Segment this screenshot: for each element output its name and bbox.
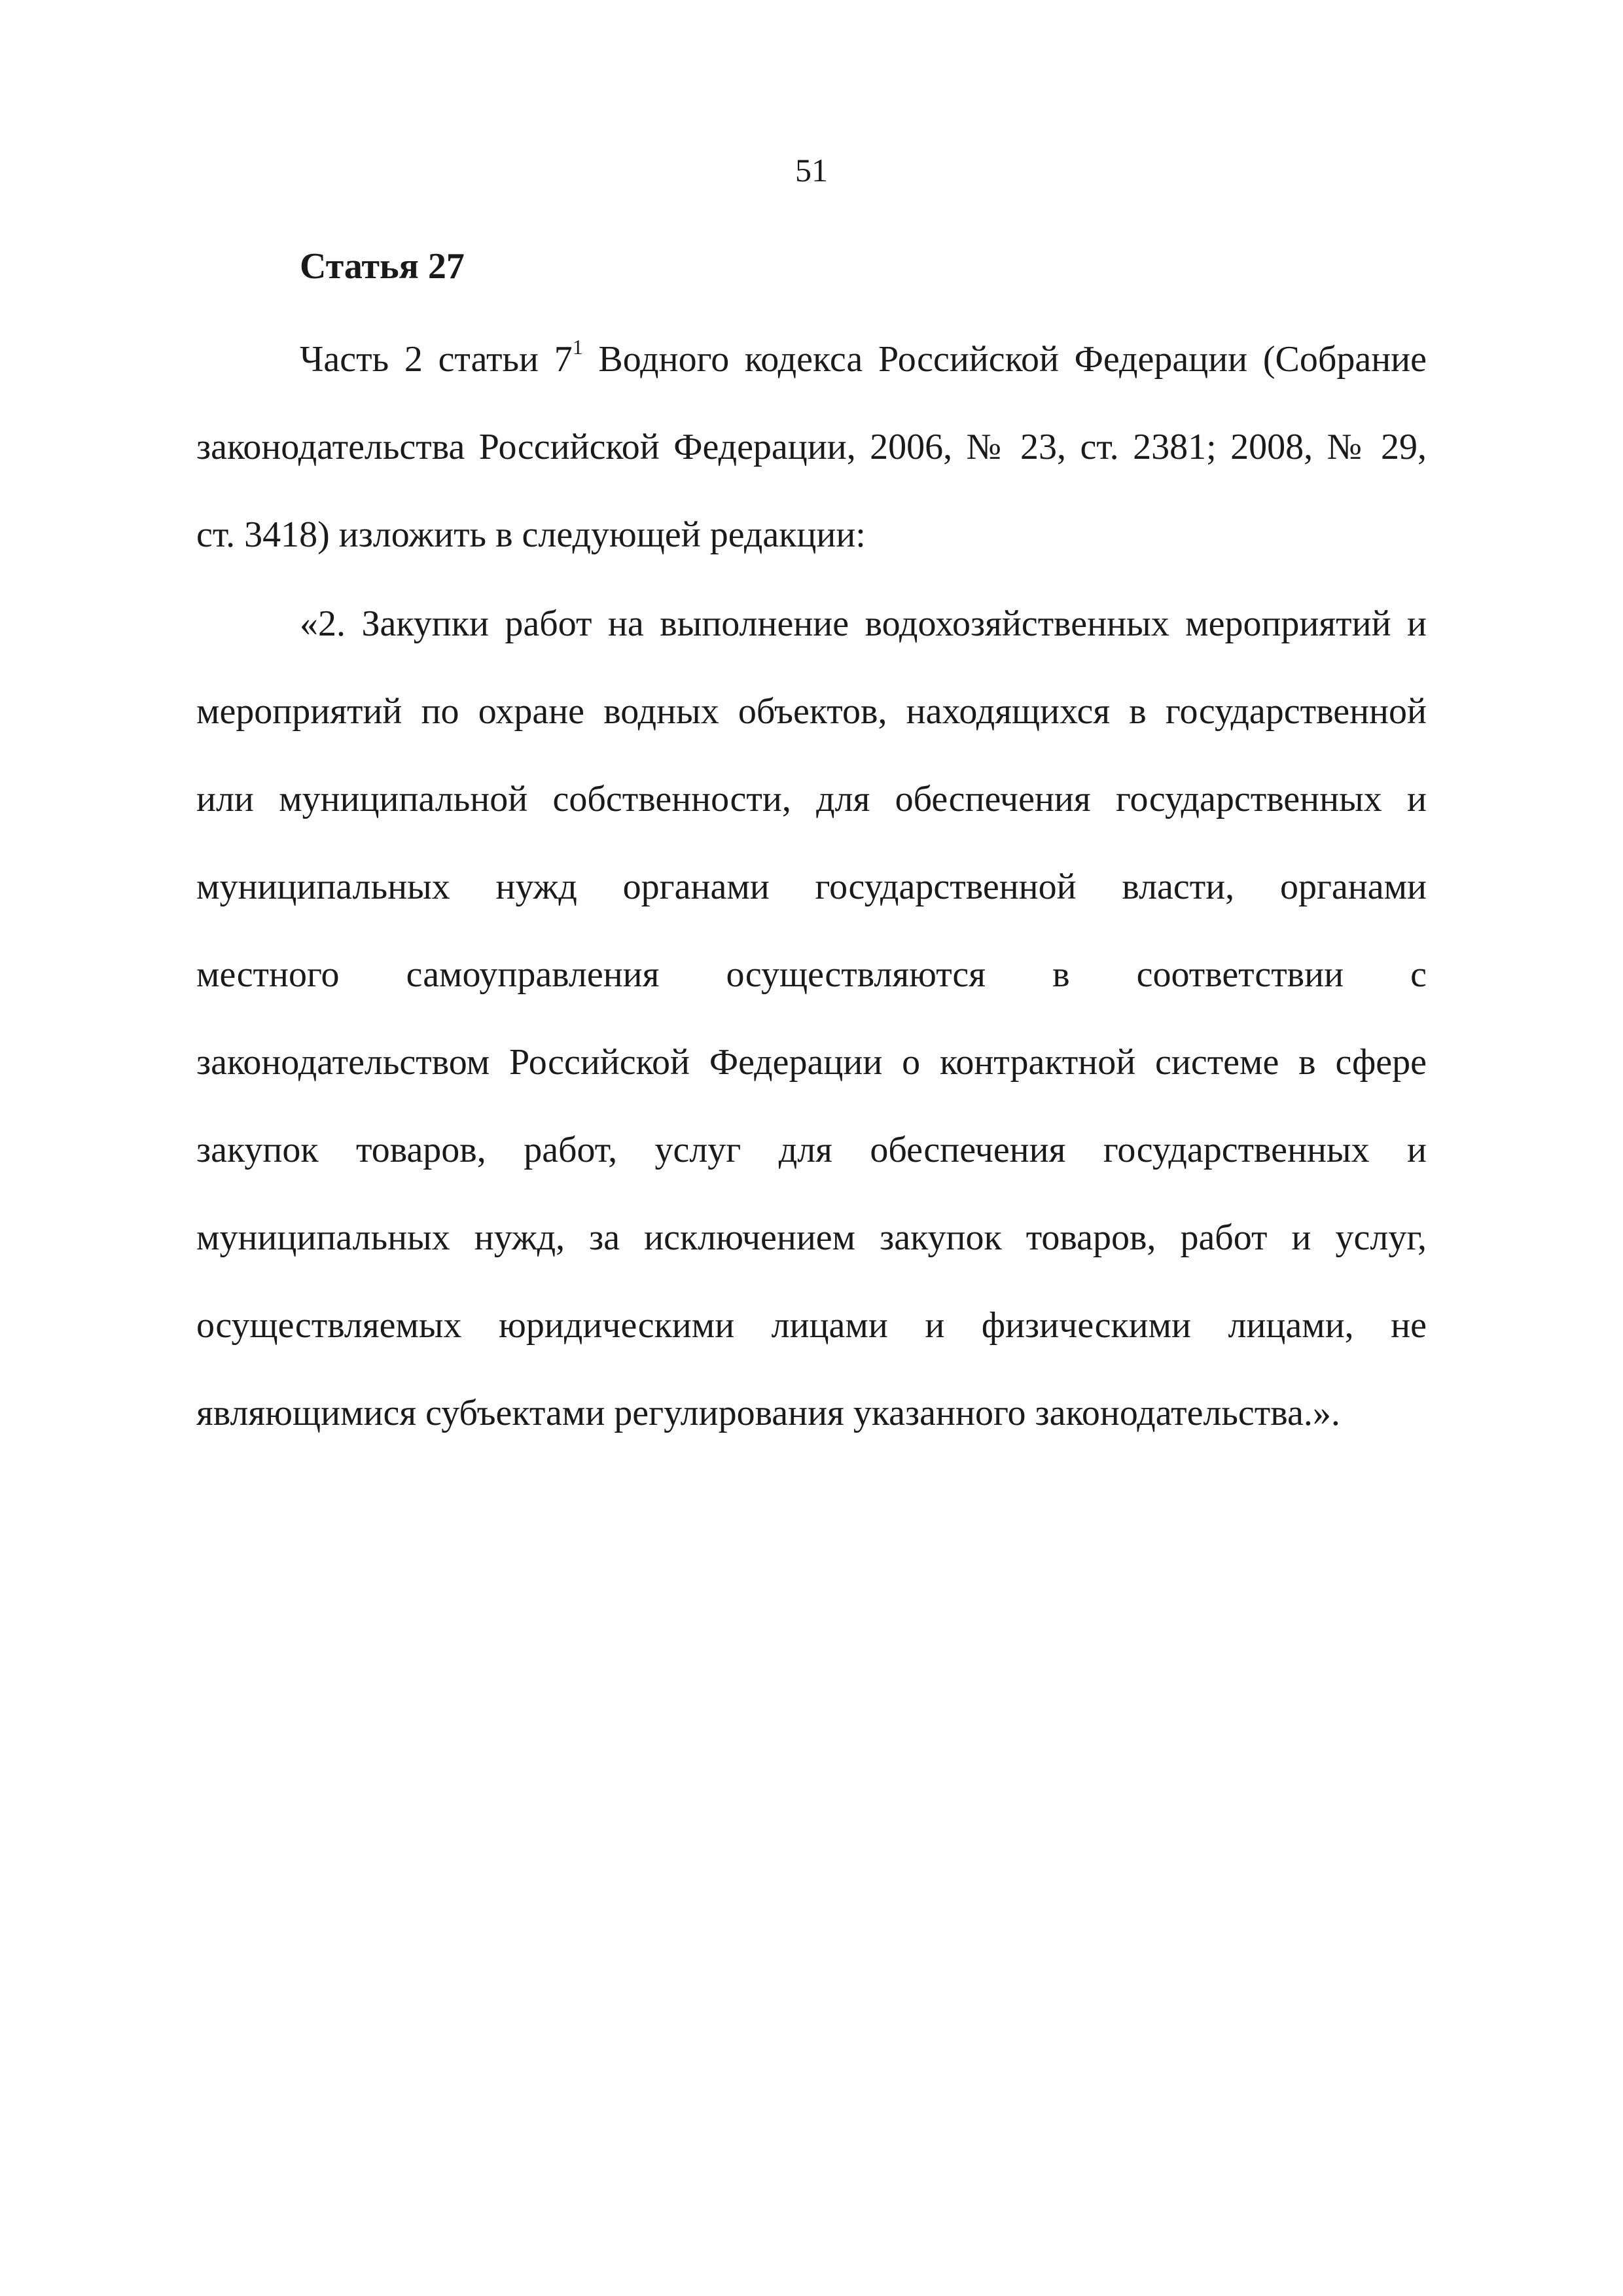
paragraph-2-line-6: законодательством Российской Федерации о контрактной системе в сфере [196, 1042, 1427, 1083]
paragraph-2-line-10: являющимися субъектами регулирования указанного законодательства.». [196, 1393, 1340, 1433]
article-title: Статья 27 [300, 246, 465, 287]
paragraph-2-line-9: осуществляемых юридическими лицами и физическими лицами, не [196, 1305, 1427, 1346]
paragraph-2-line-7: закупок товаров, работ, услуг для обеспечения государственных и [196, 1130, 1427, 1170]
paragraph-1-line-1-text: Часть 2 статьи 7 [300, 339, 573, 380]
paragraph-2-line-5: местного самоуправления осуществляются в соответствии с [196, 954, 1427, 995]
paragraph-2-line-2: мероприятий по охране водных объектов, находящихся в государственной [196, 691, 1427, 732]
page-number: 51 [795, 152, 828, 188]
paragraph-1-line-3: ст. 3418) изложить в следующей редакции: [196, 514, 866, 555]
paragraph-1-line-1-text-cont: Водного кодекса Российской Федерации (Собрание [582, 339, 1427, 380]
paragraph-2-line-3: или муниципальной собственности, для обеспечения государственных и [196, 779, 1427, 819]
paragraph-2-line-8: муниципальных нужд, за исключением закупок товаров, работ и услуг, [196, 1217, 1427, 1258]
paragraph-2-line-1: «2. Закупки работ на выполнение водохозяйственных мероприятий и [300, 603, 1427, 644]
paragraph-1-line-1 [300, 336, 1427, 382]
superscript-index: 1 [572, 335, 583, 359]
paragraph-1-line-2: законодательства Российской Федерации, 2006, № 23, ст. 2381; 2008, № 29, [196, 427, 1427, 467]
paragraph-2-line-4: муниципальных нужд органами государственной власти, органами [196, 867, 1427, 907]
